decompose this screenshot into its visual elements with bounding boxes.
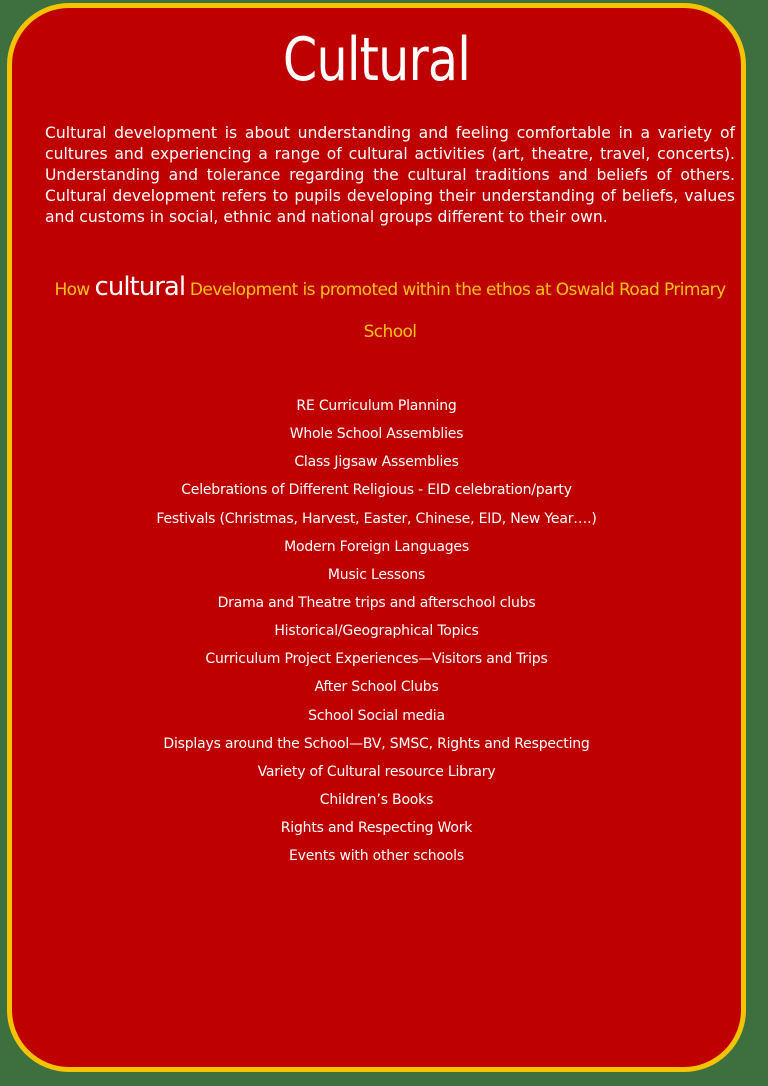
page-title: Cultural	[282, 25, 471, 95]
list-item: Drama and Theatre trips and afterschool clubs	[217, 594, 536, 611]
cultural-card	[7, 3, 746, 1072]
list-item: Events with other schools	[289, 848, 464, 865]
list-item: Class Jigsaw Assemblies	[294, 454, 459, 471]
list-item: Modern Foreign Languages	[284, 538, 469, 555]
list-item: Children’s Books	[319, 791, 434, 808]
list-item: Music Lessons	[327, 566, 426, 583]
list-item: After School Clubs	[314, 679, 439, 696]
list-item: Displays around the School—BV, SMSC, Rights and Respecting	[163, 735, 590, 752]
activities-list	[12, 392, 741, 870]
promo-emphasis: cultural	[94, 272, 186, 302]
list-item: RE Curriculum Planning	[296, 398, 457, 414]
list-item: Curriculum Project Experiences—Visitors and Trips	[205, 651, 548, 668]
list-item: Celebrations of Different Religious - EID celebration/party	[181, 482, 572, 499]
list-item: School Social media	[308, 707, 445, 724]
promo-prefix: How	[54, 280, 95, 300]
promo-suffix: Development is promoted within the ethos at Oswald Road Primary School	[185, 280, 726, 342]
list-item: Whole School Assemblies	[289, 426, 464, 443]
list-item: Variety of Cultural resource Library	[257, 763, 496, 780]
list-item: Historical/Geographical Topics	[274, 623, 479, 640]
list-item: Festivals (Christmas, Harvest, Easter, Chinese, EID, New Year….)	[156, 510, 597, 527]
promo-heading	[45, 266, 735, 353]
intro-paragraph: Cultural development is about understanding and feeling comfortable in a variety of cultures and experiencing a range of cultural activities (art, theatre, travel, concerts). Understanding and tolerance regarding the cultural traditions and beliefs of others. Cultural development refers to pupils developing their understanding of beliefs, values and customs in social, ethnic and national groups different to their own.	[45, 124, 735, 226]
list-item: Rights and Respecting Work	[280, 820, 473, 837]
